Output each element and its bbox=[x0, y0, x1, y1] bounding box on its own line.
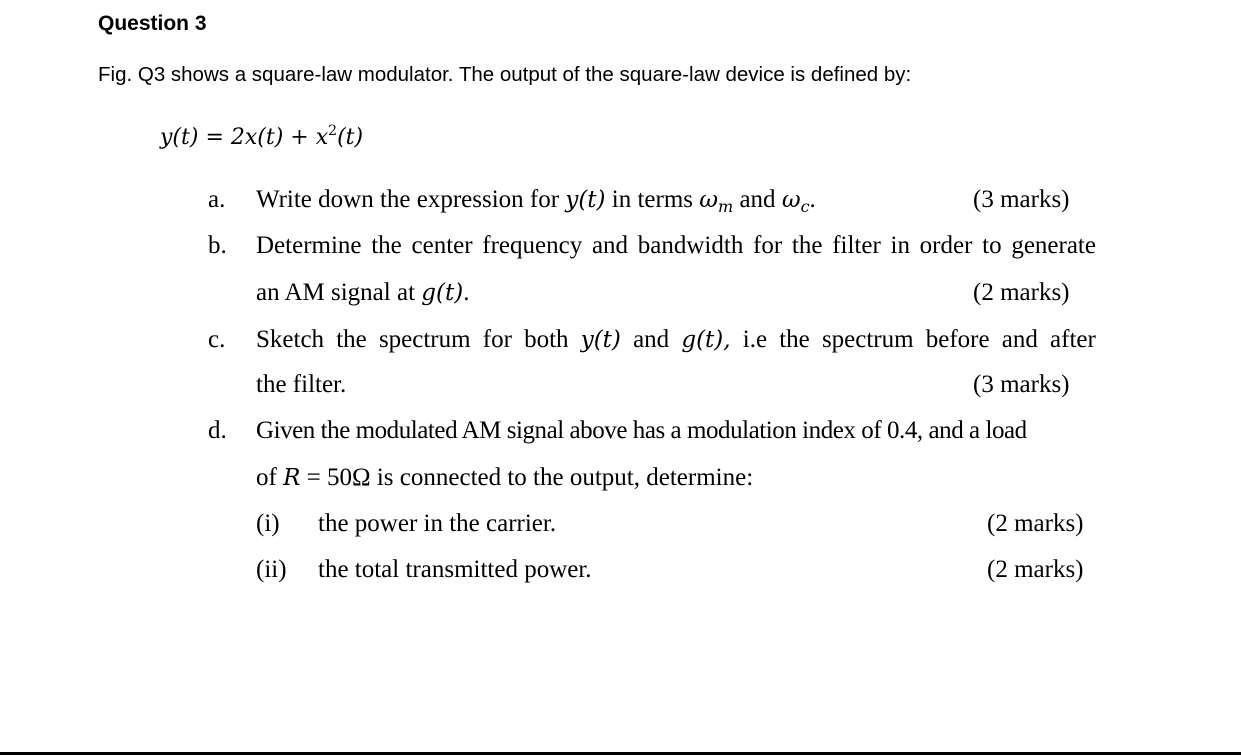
equation-plus: + bbox=[290, 125, 309, 150]
part-a-text bbox=[256, 185, 816, 222]
part-b-line1 bbox=[256, 231, 1096, 261]
question-title: Question 3 bbox=[98, 12, 207, 35]
part-c-symbol-y: y(t) bbox=[580, 327, 621, 353]
subscript-m: m bbox=[718, 197, 734, 216]
part-a-text-end: . bbox=[809, 186, 816, 213]
part-c-symbol-g: g(t), bbox=[681, 327, 731, 353]
part-d-i-text: the power in the carrier. bbox=[318, 510, 557, 537]
part-b-line2-text: an AM signal at bbox=[256, 279, 416, 306]
part-d-symbol-r: R bbox=[283, 465, 301, 491]
equation-term2-arg: (t) bbox=[337, 125, 364, 150]
omega-symbol: ω bbox=[781, 187, 801, 213]
word: and bbox=[633, 326, 670, 353]
part-a-symbol-omega-c bbox=[781, 187, 810, 216]
part-b-marks: (2 marks) bbox=[973, 279, 1070, 306]
part-d-line1: Given the modulated AM signal above has a modulation index of 0.4, and a load bbox=[256, 417, 1027, 444]
part-d-line2-before: of bbox=[256, 464, 277, 491]
word: for bbox=[753, 232, 783, 259]
part-d-i-marks: (2 marks) bbox=[987, 510, 1084, 537]
word: and bbox=[591, 232, 629, 259]
part-a-label: a. bbox=[208, 186, 226, 213]
equation bbox=[160, 123, 363, 150]
word: after bbox=[1050, 326, 1096, 353]
part-b-label: b. bbox=[208, 232, 227, 259]
part-d-label: d. bbox=[208, 417, 227, 444]
word: Sketch bbox=[256, 326, 325, 353]
bottom-rule bbox=[0, 752, 1241, 755]
word: order bbox=[919, 232, 973, 259]
part-d-line2-eq: = bbox=[306, 464, 321, 491]
part-d-i-label: (i) bbox=[256, 510, 280, 537]
word: before bbox=[925, 326, 990, 353]
part-c-marks: (3 marks) bbox=[973, 371, 1070, 398]
part-a-symbol-y: y(t) bbox=[565, 187, 606, 213]
equation-equals: = bbox=[205, 125, 224, 150]
word: for bbox=[482, 326, 512, 353]
word: the bbox=[791, 232, 823, 259]
intro-text: Fig. Q3 shows a square-law modulator. The output of the square-law device is defined by: bbox=[98, 63, 912, 86]
word: both bbox=[524, 326, 569, 353]
part-b-line2 bbox=[256, 278, 469, 308]
omega-symbol: ω bbox=[699, 187, 719, 213]
word: center bbox=[411, 232, 473, 259]
part-a-marks: (3 marks) bbox=[973, 186, 1070, 213]
part-d-ii-marks: (2 marks) bbox=[987, 556, 1084, 583]
part-c-label: c. bbox=[208, 326, 226, 353]
part-d-line2-value: 50Ω bbox=[327, 464, 371, 491]
part-a-text-and: and bbox=[739, 186, 776, 213]
word: Determine bbox=[256, 232, 362, 259]
part-b-line2-end: . bbox=[463, 279, 470, 306]
part-d-ii-label: (ii) bbox=[256, 556, 287, 583]
part-a-symbol-omega-m bbox=[699, 187, 734, 216]
part-b-symbol-g: g(t) bbox=[421, 280, 464, 306]
word: spectrum bbox=[821, 326, 914, 353]
part-c-line1 bbox=[256, 325, 1096, 355]
word: generate bbox=[1011, 232, 1096, 259]
part-a-text-mid: in terms bbox=[611, 186, 694, 213]
equation-term2-base: x bbox=[315, 125, 329, 150]
word: in bbox=[890, 232, 910, 259]
word: frequency bbox=[482, 232, 583, 259]
equation-term1: 2x(t) bbox=[230, 125, 284, 150]
word: i.e bbox=[742, 326, 768, 353]
equation-lhs: y(t) bbox=[160, 125, 199, 150]
subscript-c: c bbox=[800, 197, 810, 216]
word: the bbox=[371, 232, 402, 259]
word: the bbox=[336, 326, 367, 353]
word: bandwidth bbox=[637, 232, 744, 259]
part-d-ii-text: the total transmitted power. bbox=[318, 556, 592, 583]
word: filter bbox=[832, 232, 881, 259]
word: and bbox=[1001, 326, 1038, 353]
part-d-line2 bbox=[256, 463, 753, 493]
part-d-line2-after: is connected to the output, determine: bbox=[376, 464, 754, 491]
word: the bbox=[779, 326, 810, 353]
word: spectrum bbox=[378, 326, 471, 353]
equation-term2-exponent: 2 bbox=[328, 123, 338, 139]
part-c-line2: the filter. bbox=[256, 371, 347, 398]
word: to bbox=[982, 232, 1002, 259]
part-a-text-before: Write down the expression for bbox=[256, 186, 560, 213]
